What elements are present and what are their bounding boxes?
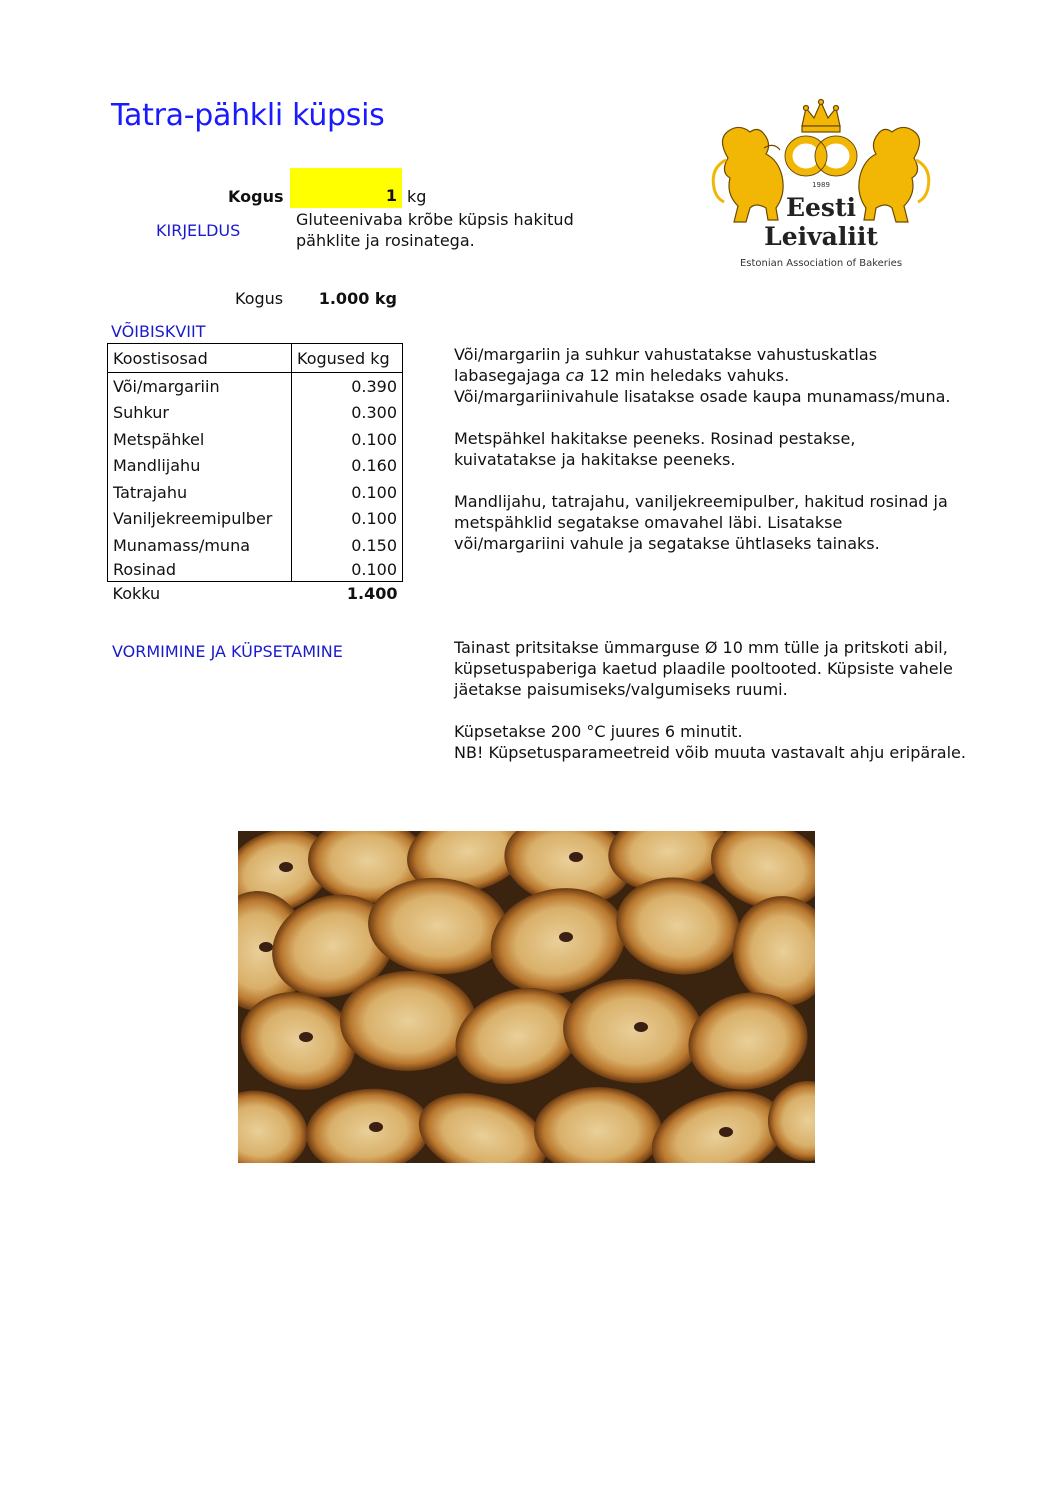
cookies-photo-icon (238, 831, 815, 1163)
ingredient-amount: 0.150 (292, 532, 403, 559)
total-label: Kokku (112, 584, 161, 603)
instruction-paragraph-2: Metspähkel hakitakse peeneks. Rosinad pestakse, kuivatatakse ja hakitakse peeneks. (454, 429, 856, 469)
summary-quantity-label: Kogus (235, 289, 284, 308)
section-title: VÕIBISKVIIT (111, 322, 206, 341)
ingredient-name: Vaniljekreemipulber (108, 506, 292, 533)
cookies-photo (238, 831, 815, 1163)
table-row (108, 373, 403, 400)
forming-paragraph-3: NB! Küpsetusparameetreid võib muuta vastavalt ahju eripärale. (454, 743, 966, 762)
ingredient-name: Mandlijahu (108, 453, 292, 480)
forming-instructions (454, 637, 974, 763)
table-row (108, 426, 403, 453)
eesti-leivaliit-logo (706, 98, 936, 273)
ingredient-name: Rosinad (108, 559, 292, 582)
table-row (108, 506, 403, 533)
ingredient-name: Metspähkel (108, 426, 292, 453)
ingredient-amount: 0.390 (292, 373, 403, 400)
instructions (454, 344, 954, 575)
description-label: KIRJELDUS (156, 221, 241, 240)
table-row (108, 400, 403, 427)
forming-paragraph-1: Tainast pritsitakse ümmarguse Ø 10 mm tülle ja pritskoti abil, küpsetuspaberiga kaetud plaadile pooltooted. Küpsiste vahele jäetakse paisumiseks/valgumiseks ruumi. (454, 638, 953, 699)
table-total-row (108, 581, 403, 606)
ingredient-name: Munamass/muna (108, 532, 292, 559)
ingredients-table (107, 343, 403, 606)
ingredient-amount: 0.100 (292, 559, 403, 582)
page-title: Tatra-pähkli küpsis (111, 98, 385, 133)
instruction-paragraph-3: Mandlijahu, tatrajahu, vaniljekreemipulber, hakitud rosinad ja metspähklid segatakse omavahel läbi. Lisatakse või/margariini vahule ja segatakse ühtlaseks tainaks. (454, 492, 948, 553)
table-row (108, 479, 403, 506)
ingredient-amount: 0.100 (292, 426, 403, 453)
instruction-paragraph-1 (454, 344, 954, 407)
ingredient-name: Tatrajahu (108, 479, 292, 506)
logo-name-line1: Eesti (785, 193, 857, 222)
instruction-text: 12 min heledaks vahuks. Või/margariinivahule lisatakse osade kaupa munamass/muna. (454, 366, 951, 406)
quantity-value[interactable]: 1 (385, 186, 397, 205)
instruction-emphasis: ca (565, 366, 585, 385)
header-amount: Kogused kg (292, 344, 403, 373)
description-text: Gluteenivaba krõbe küpsis hakitud pähklite ja rosinatega. (296, 210, 574, 250)
lion-crest-icon (706, 98, 936, 273)
ingredient-name: Või/margariin (108, 373, 292, 400)
table-row (108, 559, 403, 582)
logo-tagline: Estonian Association of Bakeries (739, 258, 903, 269)
ingredient-amount: 0.100 (292, 479, 403, 506)
instruction-text: Või/margariin ja suhkur vahustatakse vahustuskatlas labasegajaga (454, 345, 878, 385)
summary-quantity-value: 1.000 kg (318, 289, 397, 308)
total-value: 1.400 (346, 584, 398, 603)
ingredient-amount: 0.300 (292, 400, 403, 427)
ingredient-name: Suhkur (108, 400, 292, 427)
table-row (108, 532, 403, 559)
quantity-unit: kg (407, 187, 427, 206)
forming-paragraph-2: Küpsetakse 200 °C juures 6 minutit. (454, 722, 743, 741)
logo-year: 1989 (812, 181, 830, 189)
header-ingredient: Koostisosad (108, 344, 292, 373)
quantity-label: Kogus (228, 187, 284, 206)
forming-title: VORMIMINE JA KÜPSETAMINE (112, 642, 343, 661)
ingredient-amount: 0.160 (292, 453, 403, 480)
logo-name-line2: Leivaliit (764, 222, 878, 251)
table-row (108, 453, 403, 480)
ingredient-amount: 0.100 (292, 506, 403, 533)
table-header-row (108, 344, 403, 373)
